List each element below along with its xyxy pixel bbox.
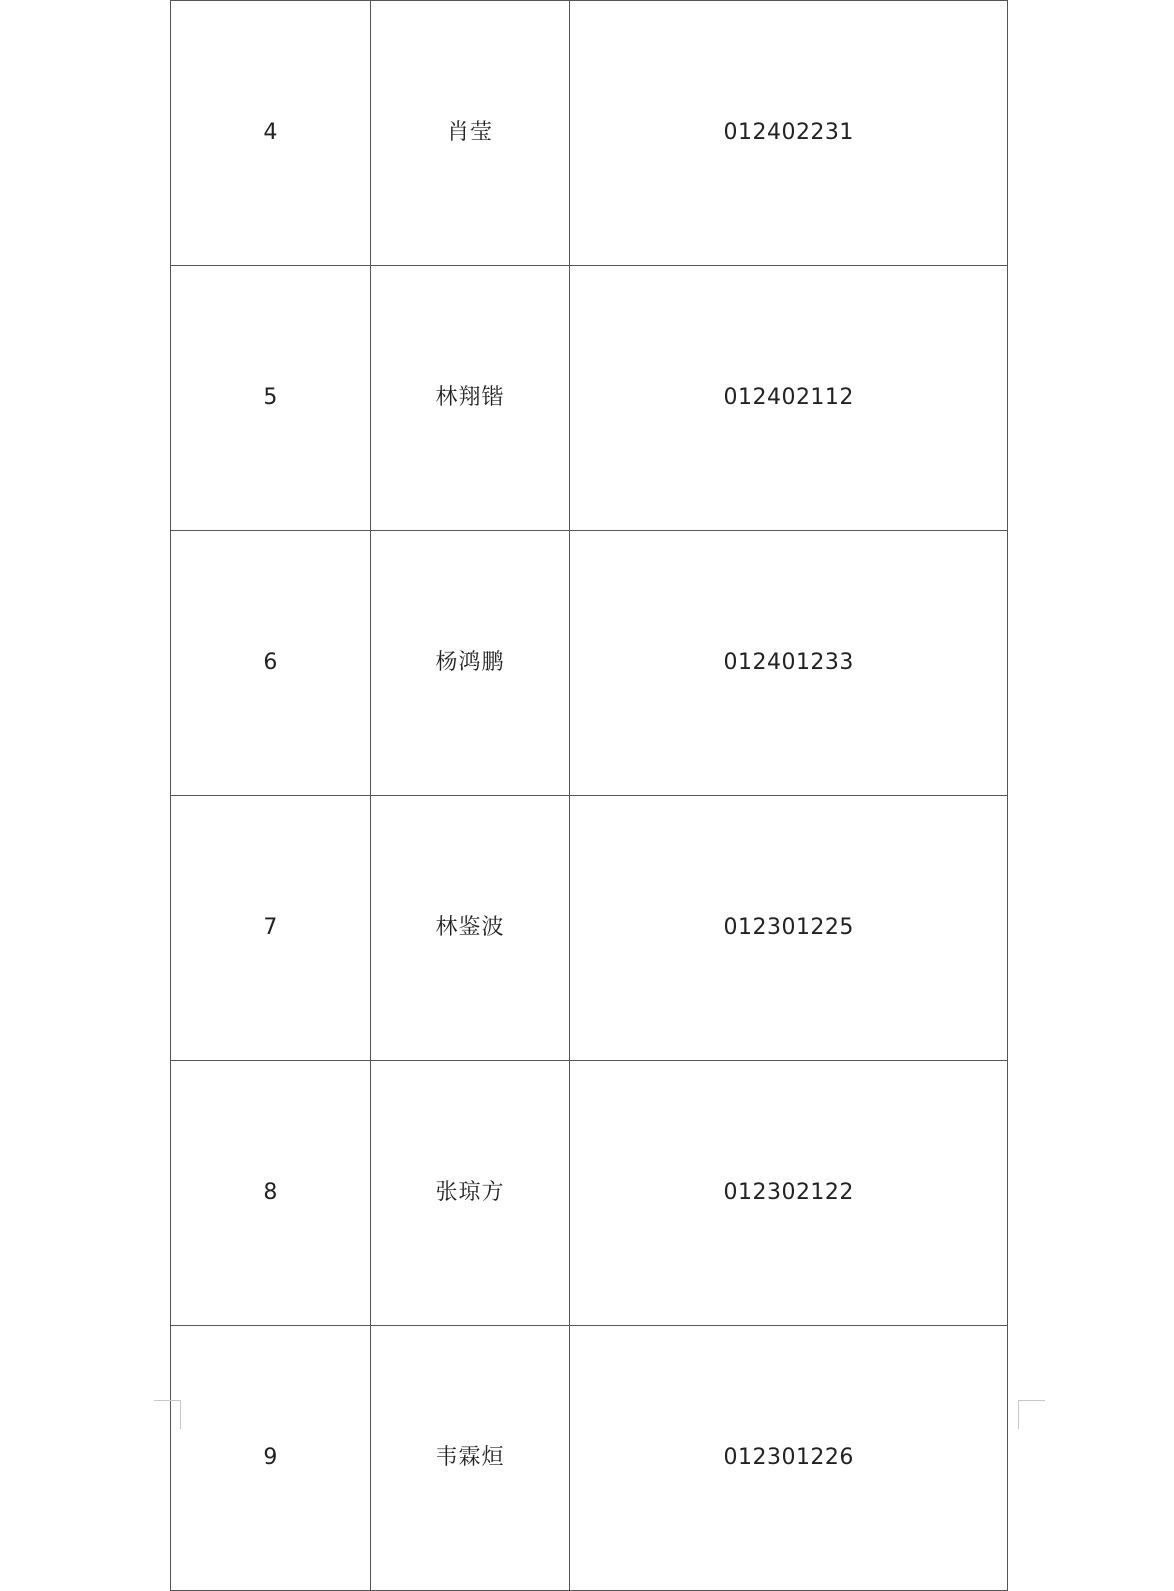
row-number-cell: 6 — [171, 531, 371, 796]
row-number-cell: 7 — [171, 796, 371, 1061]
row-number-cell: 8 — [171, 1061, 371, 1326]
table-row — [171, 266, 1008, 531]
student-name-cell: 林翔锴 — [370, 266, 570, 531]
table-row — [171, 1326, 1008, 1591]
student-id-cell: 012402231 — [570, 1, 1008, 266]
student-name-cell: 林鉴波 — [370, 796, 570, 1061]
table-row — [171, 531, 1008, 796]
student-id-cell: 012402112 — [570, 266, 1008, 531]
student-id-cell: 012301226 — [570, 1326, 1008, 1591]
student-name-cell: 肖莹 — [370, 1, 570, 266]
table-row — [171, 796, 1008, 1061]
student-id-cell: 012401233 — [570, 531, 1008, 796]
student-name-cell: 张琼方 — [370, 1061, 570, 1326]
row-number-cell: 9 — [171, 1326, 371, 1591]
table-row — [171, 1061, 1008, 1326]
page-corner-mark-right — [1018, 1400, 1045, 1429]
student-name-cell: 韦霖烜 — [370, 1326, 570, 1591]
page-corner-mark-left — [154, 1400, 181, 1429]
student-id-cell: 012301225 — [570, 796, 1008, 1061]
row-number-cell: 5 — [171, 266, 371, 531]
student-table — [170, 0, 1008, 1591]
student-id-cell: 012302122 — [570, 1061, 1008, 1326]
student-name-cell: 杨鸿鹏 — [370, 531, 570, 796]
row-number-cell: 4 — [171, 1, 371, 266]
table-row — [171, 1, 1008, 266]
